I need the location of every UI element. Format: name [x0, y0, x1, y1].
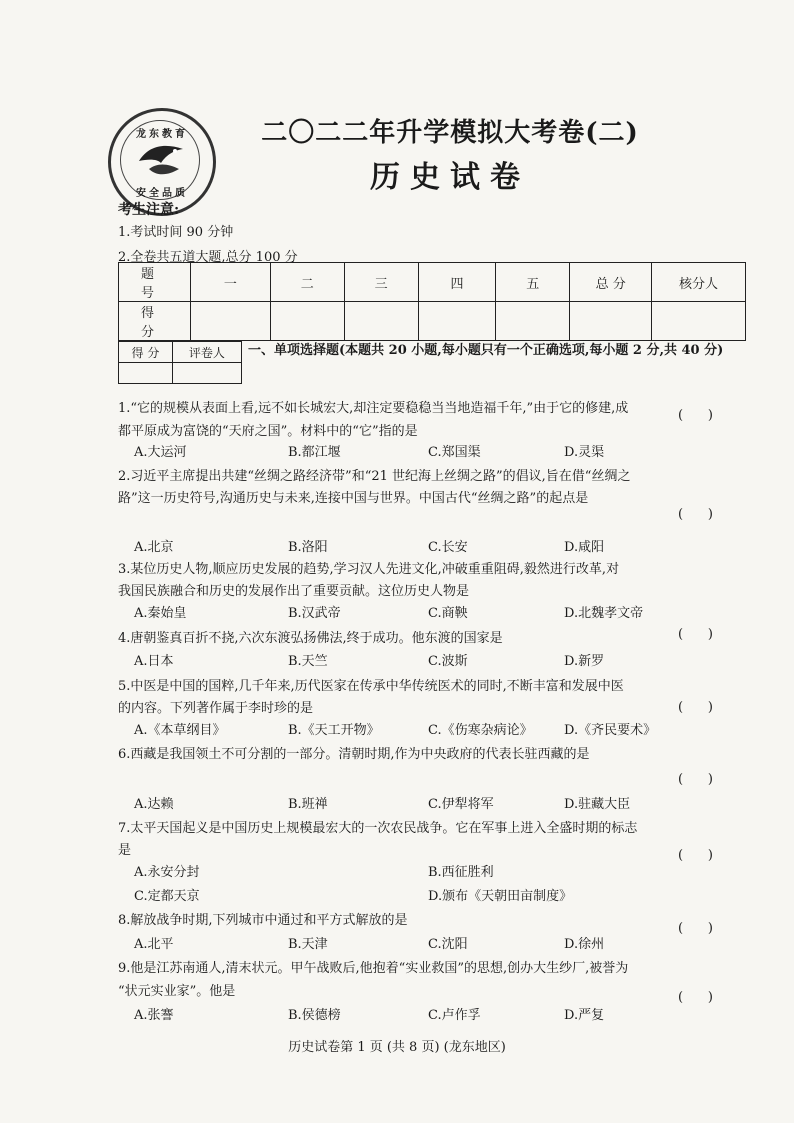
option[interactable]: B.都江堰	[288, 445, 341, 460]
option[interactable]: A.永安分封	[134, 865, 200, 880]
option[interactable]: A.北平	[134, 937, 174, 952]
score-entry-cell[interactable]	[344, 302, 418, 341]
option[interactable]: C.《伤寒杂病论》	[428, 723, 533, 738]
question-text: 6.西藏是我国领土不可分割的一部分。清朝时期,作为中央政府的代表长驻西藏的是	[118, 747, 590, 762]
question-text: 1.“它的规模从表面上看,远不如长城宏大,却注定要稳稳当当地造福千年,”由于它的修建,成	[118, 401, 629, 416]
option[interactable]: A.大运河	[134, 445, 187, 460]
option[interactable]: C.卢作孚	[428, 1008, 481, 1023]
answer-blank[interactable]: ( )	[678, 507, 713, 522]
question-text: 都平原成为富饶的“天府之国”。材料中的“它”指的是	[118, 424, 418, 439]
option[interactable]: D.严复	[564, 1008, 605, 1023]
question-text: 的内容。下列著作属于李时珍的是	[118, 701, 314, 716]
table-cell: 得 分	[119, 302, 191, 341]
option[interactable]: B.西征胜利	[428, 865, 494, 880]
exam-subject: 历史试卷	[370, 160, 530, 195]
table-cell: 五	[496, 263, 570, 302]
score-entry-cell[interactable]	[190, 302, 270, 341]
table-cell: 三	[344, 263, 418, 302]
score-entry-cell[interactable]	[418, 302, 496, 341]
score-entry-cell[interactable]	[496, 302, 570, 341]
option[interactable]: A.张謇	[134, 1008, 174, 1023]
option[interactable]: C.郑国渠	[428, 445, 481, 460]
option[interactable]: B.天津	[288, 937, 328, 952]
score-table-score-row	[119, 302, 746, 341]
question-text: 是	[118, 843, 132, 858]
option[interactable]: B.汉武帝	[288, 606, 341, 621]
question-text: 3.某位历史人物,顺应历史发展的趋势,学习汉人先进文化,冲破重重阻碍,毅然进行改革,对	[118, 562, 620, 577]
table-cell: 题 号	[119, 263, 191, 302]
option[interactable]: C.伊犁将军	[428, 797, 494, 812]
notice-heading: 考生注意:	[118, 202, 180, 218]
page-footer: 历史试卷第 1 页 (共 8 页) (龙东地区)	[288, 1040, 506, 1055]
section-heading: 一、单项选择题(本题共 20 小题,每小题只有一个正确选项,每小题 2 分,共 40 分)	[248, 343, 724, 358]
option[interactable]: A.日本	[134, 654, 174, 669]
option[interactable]: D.灵渠	[564, 445, 605, 460]
option[interactable]: D.北魏孝文帝	[564, 606, 644, 621]
option[interactable]: A.《本草纲目》	[134, 723, 226, 738]
question-text: “状元实业家”。他是	[118, 984, 236, 999]
option[interactable]: D.咸阳	[564, 540, 605, 555]
answer-blank[interactable]: ( )	[678, 921, 713, 936]
answer-blank[interactable]: ( )	[678, 408, 713, 423]
grader-label: 评卷人	[172, 342, 241, 363]
table-cell: 总 分	[570, 263, 652, 302]
exam-title: 二〇二二年升学模拟大考卷(二)	[261, 118, 639, 148]
option[interactable]: D.驻藏大臣	[564, 797, 631, 812]
bird-icon	[135, 139, 187, 183]
question-text: 路”这一历史符号,沟通历史与未来,连接中国与世界。中国古代“丝绸之路”的起点是	[118, 491, 589, 506]
answer-blank[interactable]: ( )	[678, 772, 713, 787]
seal-top-text: 龙东教育	[136, 129, 188, 140]
question-text: 7.太平天国起义是中国历史上规模最宏大的一次农民战争。它在军事上进入全盛时期的标志	[118, 821, 638, 836]
question-text: 5.中医是中国的国粹,几千年来,历代医家在传承中华传统医术的同时,不断丰富和发展中医	[118, 679, 624, 694]
answer-blank[interactable]: ( )	[678, 700, 713, 715]
grader-entry-cell[interactable]	[172, 363, 241, 384]
option[interactable]: A.北京	[134, 540, 174, 555]
option[interactable]: C.沈阳	[428, 937, 468, 952]
grader-label: 得 分	[119, 342, 173, 363]
grader-box	[118, 341, 242, 384]
option[interactable]: A.达赖	[134, 797, 174, 812]
answer-blank[interactable]: ( )	[678, 990, 713, 1005]
seal-bottom-text: 安全品质	[136, 188, 188, 199]
option[interactable]: D.新罗	[564, 654, 605, 669]
score-entry-cell[interactable]	[270, 302, 344, 341]
score-entry-cell[interactable]	[570, 302, 652, 341]
option[interactable]: B.班禅	[288, 797, 328, 812]
question-text: 我国民族融合和历史的发展作出了重要贡献。这位历史人物是	[118, 584, 470, 599]
score-entry-cell[interactable]	[652, 302, 746, 341]
option[interactable]: A.秦始皇	[134, 606, 187, 621]
option[interactable]: C.商鞅	[428, 606, 468, 621]
option[interactable]: D.徐州	[564, 937, 605, 952]
score-table	[118, 262, 746, 341]
option[interactable]: B.《天工开物》	[288, 723, 380, 738]
option[interactable]: C.定都天京	[134, 889, 200, 904]
question-text: 9.他是江苏南通人,清末状元。甲午战败后,他抱着“实业救国”的思想,创办大生纱厂,被誉为	[118, 961, 629, 976]
option[interactable]: B.天竺	[288, 654, 328, 669]
option[interactable]: B.侯德榜	[288, 1008, 341, 1023]
option[interactable]: C.长安	[428, 540, 468, 555]
question-text: 2.习近平主席提出共建“丝绸之路经济带”和“21 世纪海上丝绸之路”的倡议,旨在借“丝绸之	[118, 469, 631, 484]
table-cell: 四	[418, 263, 496, 302]
grader-entry-cell[interactable]	[119, 363, 173, 384]
option[interactable]: C.波斯	[428, 654, 468, 669]
table-cell: 核分人	[652, 263, 746, 302]
notice-item: 2.全卷共五道大题,总分 100 分	[118, 250, 298, 265]
answer-blank[interactable]: ( )	[678, 627, 713, 642]
answer-blank[interactable]: ( )	[678, 848, 713, 863]
table-cell: 二	[270, 263, 344, 302]
option[interactable]: B.洛阳	[288, 540, 328, 555]
question-text: 8.解放战争时期,下列城市中通过和平方式解放的是	[118, 913, 408, 928]
question-text: 4.唐朝鉴真百折不挠,六次东渡弘扬佛法,终于成功。他东渡的国家是	[118, 631, 503, 646]
table-cell: 一	[190, 263, 270, 302]
option[interactable]: D.颁布《天朝田亩制度》	[428, 889, 573, 904]
score-table-header-row	[119, 263, 746, 302]
notice-item: 1.考试时间 90 分钟	[118, 225, 234, 240]
option[interactable]: D.《齐民要术》	[564, 723, 657, 738]
